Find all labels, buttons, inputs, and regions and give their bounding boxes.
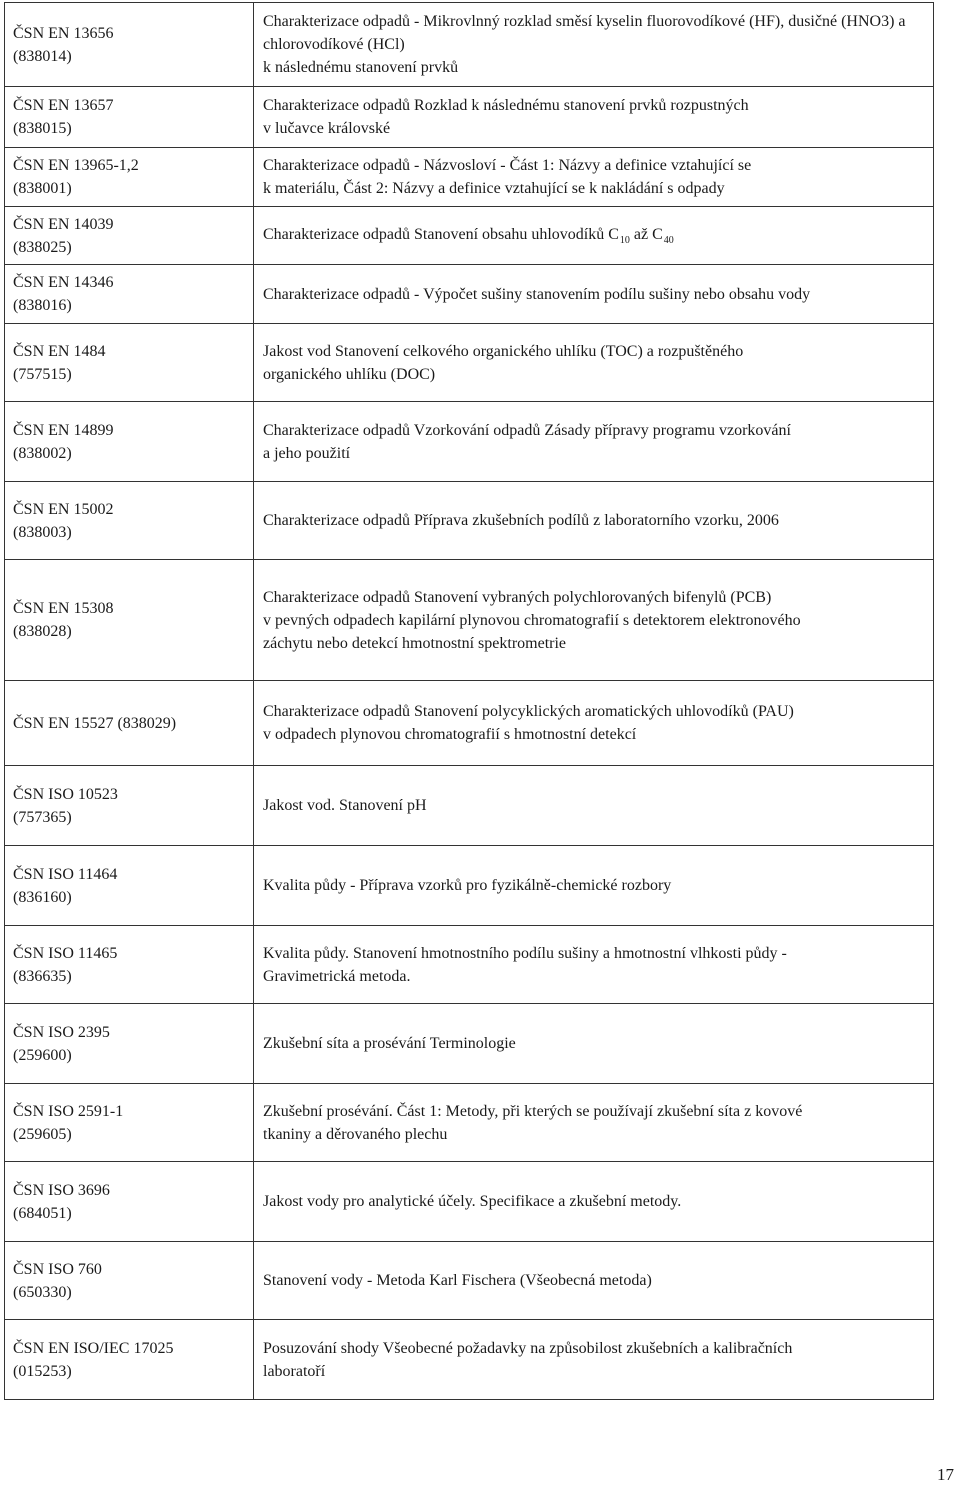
standard-description: Zkušební síta a prosévání Terminologie (263, 1035, 516, 1052)
subscript: 10 (619, 235, 630, 246)
standard-code: ČSN ISO 2395 (259600) (13, 1023, 110, 1064)
table-row (5, 926, 934, 1004)
standard-description-cell (254, 265, 934, 324)
table-row (5, 1242, 934, 1320)
table-row (5, 3, 934, 87)
standard-code: ČSN ISO 11464 (836160) (13, 865, 118, 906)
standard-code: ČSN ISO 11465 (836635) (13, 944, 118, 985)
standard-description-cell (254, 766, 934, 846)
standard-code-cell (5, 482, 254, 560)
table-row (5, 681, 934, 766)
standard-code: ČSN EN 13965-1,2 (838001) (13, 157, 139, 197)
table-row (5, 207, 934, 265)
standard-code-cell (5, 148, 254, 207)
subscript: 40 (663, 235, 674, 246)
standard-code-cell (5, 846, 254, 926)
standard-code-cell (5, 926, 254, 1004)
standard-description-cell (254, 1004, 934, 1084)
standard-description-cell (254, 207, 934, 265)
standard-description: Charakterizace odpadů Stanovení vybraných polychlorovaných bifenylů (PCB) v pevných odpadech kapilární plynovou chromatografií s detektorem elektronového záchytu nebo detekcí hmotnostní spektrometrie (263, 588, 801, 652)
standard-code: ČSN ISO 760 (650330) (13, 1260, 102, 1301)
table-row (5, 265, 934, 324)
description-continuation: až C (629, 226, 663, 243)
standard-code: ČSN EN 14346 (838016) (13, 274, 114, 314)
table-row (5, 402, 934, 482)
standard-code-cell (5, 3, 254, 87)
standard-description: Charakterizace odpadů Rozklad k následnému stanovení prvků rozpustných v lučavce královské (263, 97, 749, 137)
standard-code-cell (5, 681, 254, 766)
standard-description-cell (254, 560, 934, 681)
page-number: 17 (937, 1465, 954, 1484)
table-row (5, 1084, 934, 1162)
standard-description: Charakterizace odpadů - Výpočet sušiny stanovením podílu sušiny nebo obsahu vody (263, 285, 811, 303)
standard-description: Charakterizace odpadů - Mikrovlnný rozklad směsí kyselin fluorovodíkové (HF), dusičné (HNO3) a chlorovodíkové (HCl) k následnému stanovení prvků (263, 13, 906, 76)
standard-code: ČSN EN 14039 (838025) (13, 215, 114, 256)
standard-description-cell (254, 926, 934, 1004)
standard-code: ČSN ISO 10523 (757365) (13, 785, 118, 826)
standard-code: ČSN ISO 2591-1 (259605) (13, 1102, 124, 1143)
standard-description: Stanovení vody - Metoda Karl Fischera (Všeobecná metoda) (263, 1272, 652, 1289)
standard-description-cell (254, 3, 934, 87)
standard-description-cell (254, 1162, 934, 1242)
standard-description: Posuzování shody Všeobecné požadavky na způsobilost zkušebních a kalibračních laboratoří (263, 1339, 793, 1380)
standards-table (4, 2, 934, 1400)
standard-code-cell (5, 560, 254, 681)
standard-description-cell (254, 846, 934, 926)
standard-description-cell (254, 1242, 934, 1320)
standard-description: Jakost vody pro analytické účely. Specifikace a zkušební metody. (263, 1193, 682, 1210)
standard-code-cell (5, 1162, 254, 1242)
standard-code-cell (5, 1004, 254, 1084)
standard-code: ČSN EN 15002 (838003) (13, 500, 114, 541)
standard-code-cell (5, 87, 254, 148)
standard-description: Jakost vod. Stanovení pH (263, 797, 427, 814)
standard-description-cell (254, 324, 934, 402)
standard-description-cell (254, 1084, 934, 1162)
standard-code: ČSN EN 13656 (838014) (13, 24, 114, 65)
table-row (5, 846, 934, 926)
table-row (5, 1320, 934, 1400)
standard-code: ČSN EN 15308 (838028) (13, 600, 114, 640)
standard-description: Charakterizace odpadů Stanovení obsahu uhlovodíků C (263, 226, 619, 243)
standard-code-cell (5, 766, 254, 846)
table-row (5, 148, 934, 207)
standard-description: Charakterizace odpadů Vzorkování odpadů Zásady přípravy programu vzorkování a jeho použití (263, 421, 791, 462)
table-row (5, 1004, 934, 1084)
standard-description: Zkušební prosévání. Část 1: Metody, při kterých se používají zkušební síta z kovové tkaniny a děrovaného plechu (263, 1102, 803, 1143)
standard-description: Charakterizace odpadů Stanovení polycyklických aromatických uhlovodíků (PAU) v odpadech plynovou chromatografií s hmotnostní detekcí (263, 703, 794, 743)
table-row (5, 87, 934, 148)
table-row (5, 766, 934, 846)
standard-code-cell (5, 1084, 254, 1162)
table-row (5, 324, 934, 402)
standard-code-cell (5, 207, 254, 265)
standard-description-cell (254, 87, 934, 148)
standard-description: Kvalita půdy. Stanovení hmotnostního podílu sušiny a hmotnostní vlhkosti půdy - Gravimetrická metoda. (263, 944, 787, 985)
standard-code: ČSN EN ISO/IEC 17025 (015253) (13, 1339, 174, 1380)
standard-description: Jakost vod Stanovení celkového organického uhlíku (TOC) a rozpuštěného organického uhlíku (DOC) (263, 342, 744, 383)
standard-description-cell (254, 148, 934, 207)
standard-code: ČSN EN 1484 (757515) (13, 342, 106, 383)
standard-code-cell (5, 1242, 254, 1320)
standard-code-cell (5, 265, 254, 324)
standard-description-cell (254, 681, 934, 766)
standard-code-cell (5, 1320, 254, 1400)
standard-description-cell (254, 1320, 934, 1400)
table-row (5, 560, 934, 681)
standard-code-cell (5, 324, 254, 402)
standard-description: Kvalita půdy - Příprava vzorků pro fyzikálně-chemické rozbory (263, 877, 672, 894)
standard-code-cell (5, 402, 254, 482)
table-row (5, 482, 934, 560)
standard-description: Charakterizace odpadů Příprava zkušebních podílů z laboratorního vzorku, 2006 (263, 512, 779, 529)
standard-description: Charakterizace odpadů - Názvosloví - Část 1: Názvy a definice vztahující se k materiálu, Část 2: Názvy a definice vztahující se k nakládání s odpady (263, 157, 752, 197)
standard-description-cell (254, 402, 934, 482)
standard-code: ČSN ISO 3696 (684051) (13, 1181, 110, 1222)
standard-code: ČSN EN 14899 (838002) (13, 421, 114, 462)
table-row (5, 1162, 934, 1242)
standard-description-cell (254, 482, 934, 560)
standard-code: ČSN EN 15527 (838029) (13, 714, 177, 732)
standard-code: ČSN EN 13657 (838015) (13, 97, 114, 137)
